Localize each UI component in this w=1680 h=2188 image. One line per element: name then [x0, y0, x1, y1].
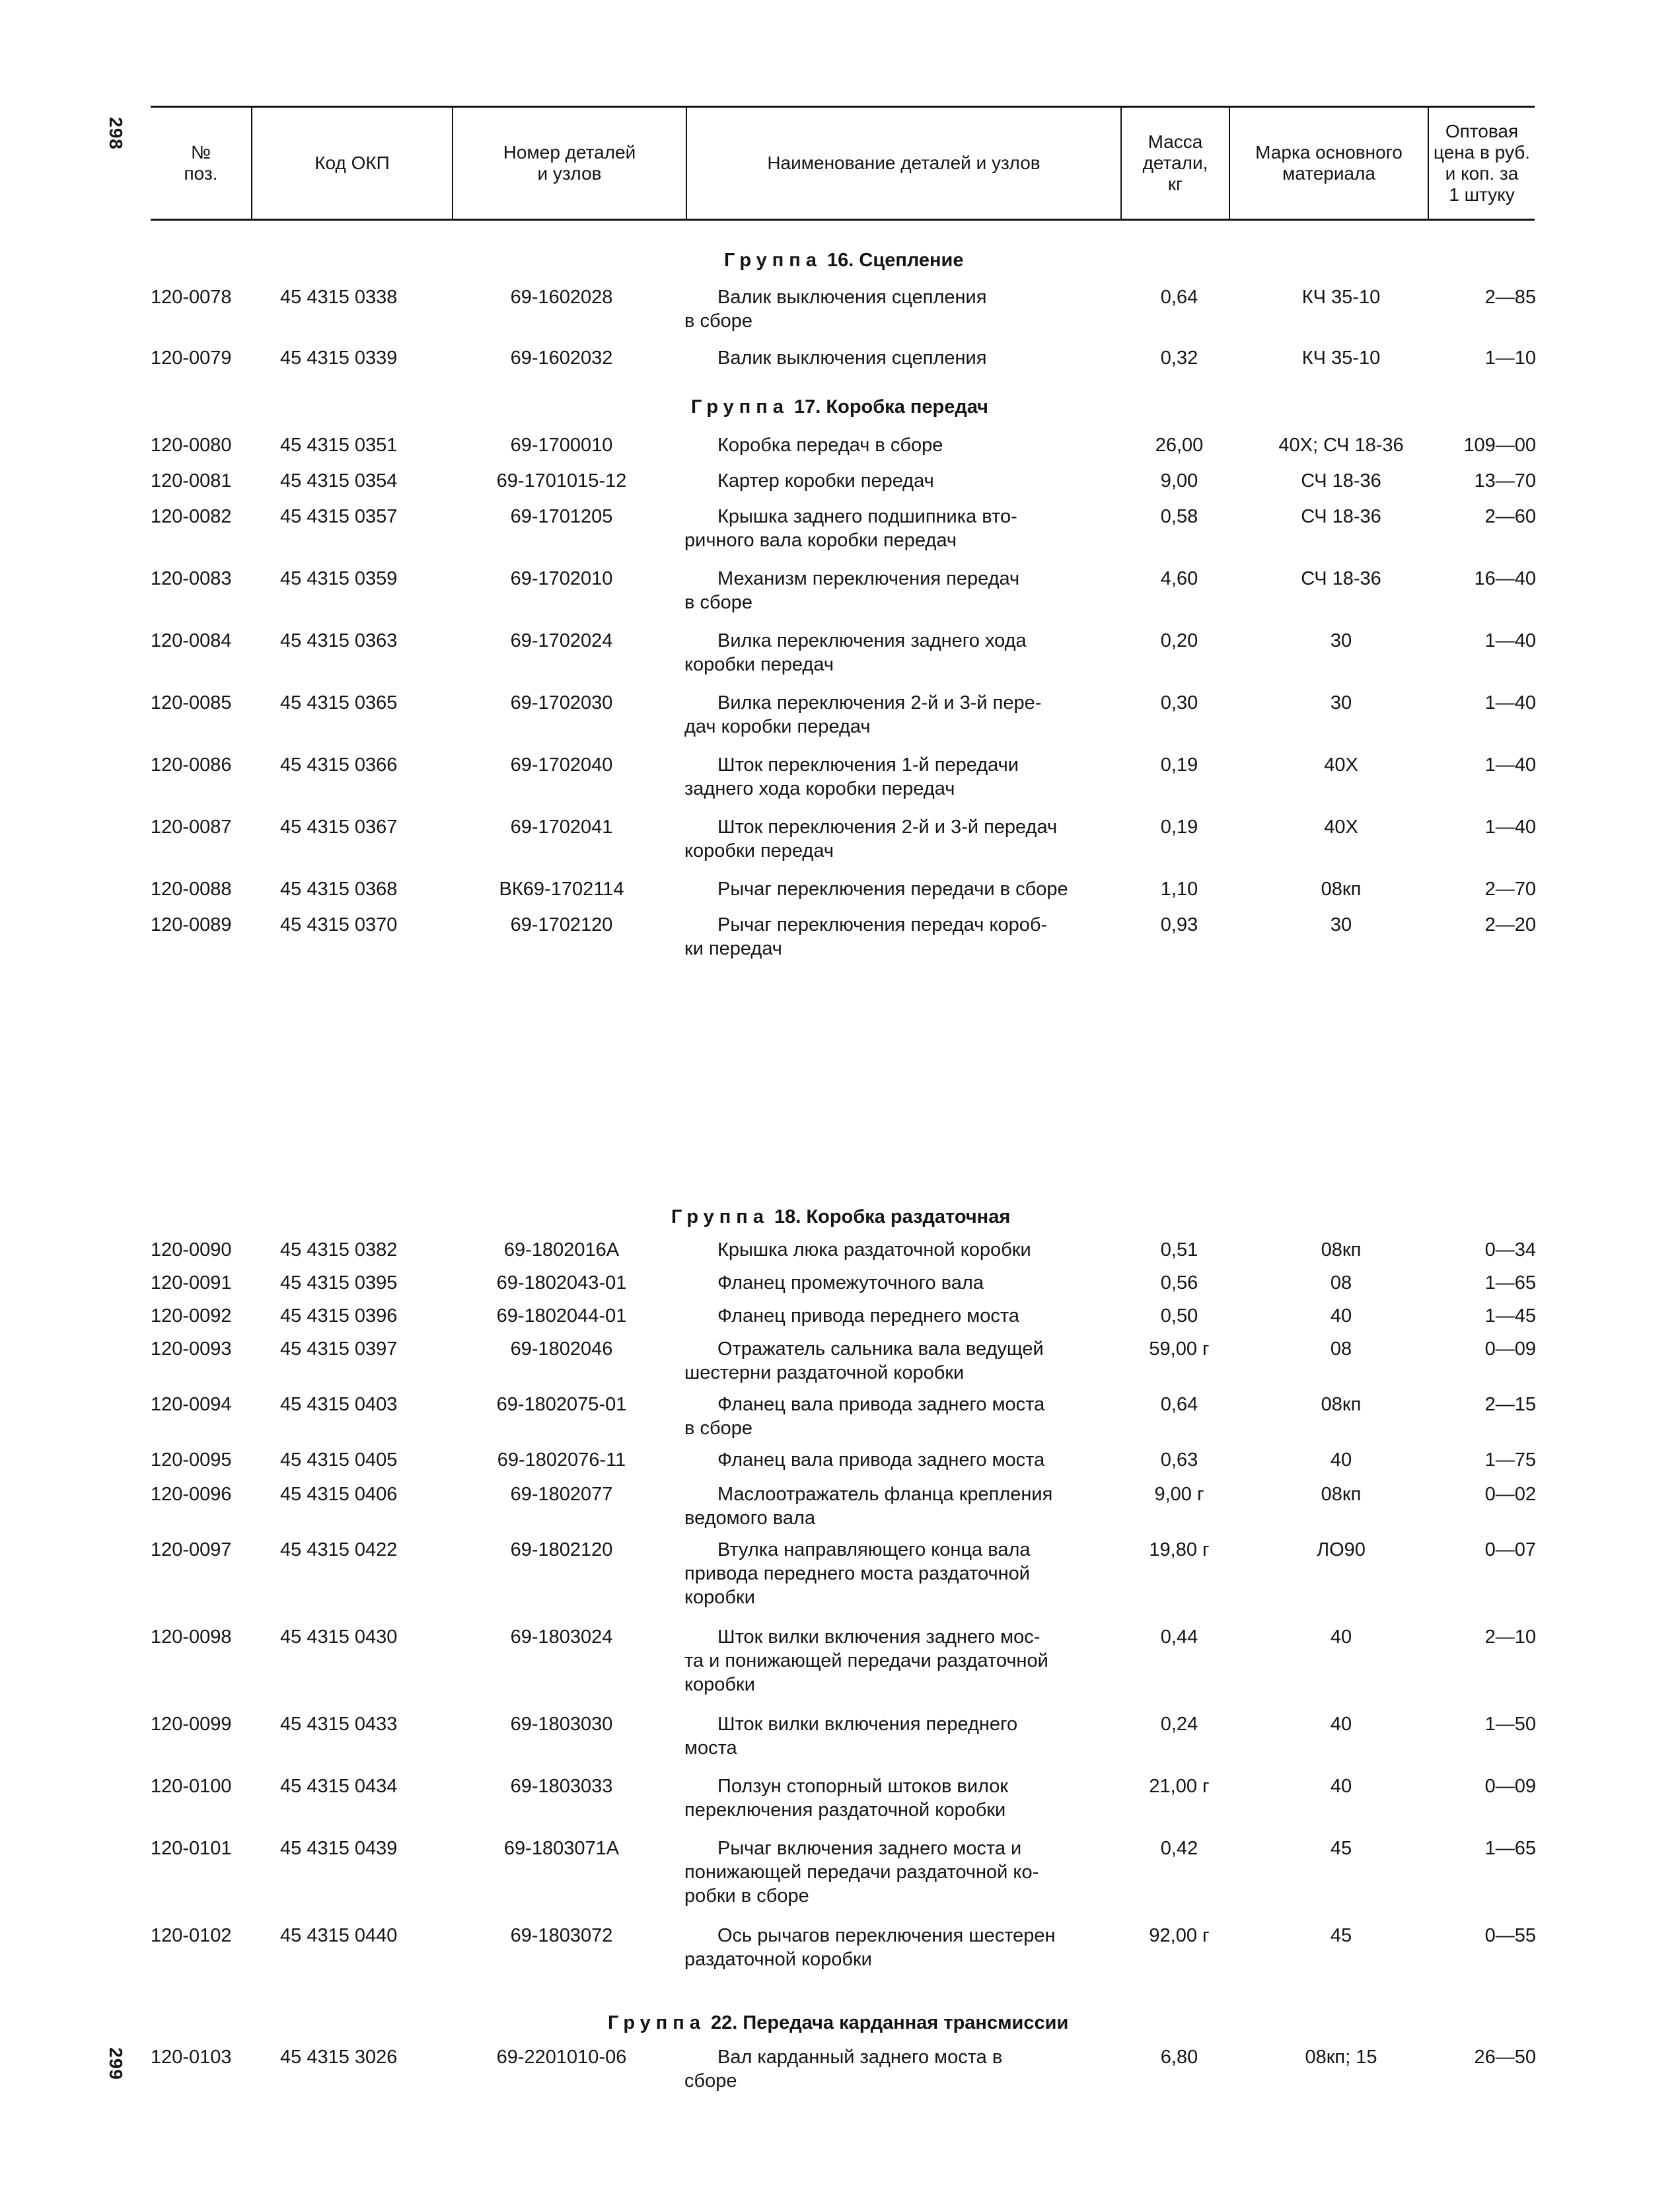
wholesale-price: 0—07: [1484, 1539, 1536, 1560]
okp-code: 45 4315 0357: [280, 506, 398, 527]
part-name-line: коробки передач: [684, 654, 834, 675]
part-name: [684, 346, 1120, 370]
material-grade: СЧ 18-36: [1301, 568, 1381, 589]
part-number: 69-1702041: [510, 817, 613, 838]
table-header: [151, 106, 1535, 221]
header-mass: Масса детали, кг: [1120, 108, 1229, 219]
wholesale-price: 1—40: [1484, 692, 1536, 713]
part-mass: 0,24: [1160, 1714, 1198, 1735]
material-grade: СЧ 18-36: [1301, 470, 1381, 492]
part-name: [684, 753, 1120, 801]
okp-code: 45 4315 0395: [280, 1272, 398, 1294]
part-name-line: сборе: [684, 2070, 737, 2092]
part-name: [684, 1482, 1120, 1530]
position-number: 120-0081: [151, 470, 232, 492]
position-number: 120-0080: [151, 435, 232, 456]
position-number: 120-0084: [151, 630, 232, 651]
part-number: 69-1701205: [510, 506, 613, 527]
part-name: [684, 629, 1120, 676]
material-grade: 40: [1330, 1305, 1352, 1327]
part-name-line: коробки: [684, 1674, 755, 1695]
okp-code: 45 4315 0368: [280, 879, 398, 900]
part-name: [684, 691, 1120, 739]
part-name-line: раздаточной коробки: [684, 1949, 872, 1970]
part-name-line: понижающей передачи раздаточной ко-: [684, 1862, 1039, 1883]
material-grade: 40: [1330, 1449, 1352, 1471]
part-name-line: Вилка переключения заднего хода: [717, 630, 1027, 651]
wholesale-price: 109—00: [1463, 435, 1536, 456]
part-name: [684, 1271, 1120, 1295]
okp-code: 45 4315 3026: [280, 2047, 398, 2068]
header-part-name: Наименование деталей и узлов: [686, 108, 1120, 219]
part-name-line: переключения раздаточной коробки: [684, 1800, 1006, 1821]
okp-code: 45 4315 0363: [280, 630, 398, 651]
group-title-16: [724, 250, 963, 272]
part-name-line: в сборе: [684, 310, 752, 332]
part-name: [684, 469, 1120, 493]
okp-code: 45 4315 0354: [280, 470, 398, 492]
wholesale-price: 0—09: [1484, 1338, 1536, 1360]
part-name-line: Втулка направляющего конца вала: [717, 1539, 1031, 1560]
position-number: 120-0095: [151, 1449, 232, 1471]
position-number: 120-0097: [151, 1539, 232, 1560]
part-number: 69-1802120: [510, 1539, 613, 1560]
wholesale-price: 0—09: [1484, 1776, 1536, 1797]
part-name-line: Маслоотражатель фланца крепления: [717, 1484, 1053, 1505]
part-number: 69-1802016А: [503, 1239, 620, 1260]
wholesale-price: 16—40: [1474, 568, 1536, 589]
part-number: 69-1802077: [510, 1484, 613, 1505]
part-name-line: в сборе: [684, 592, 752, 613]
part-number: 69-1802046: [510, 1338, 613, 1360]
group-number: 22.: [711, 2012, 738, 2033]
part-name-line: в сборе: [684, 1418, 752, 1439]
part-name: [684, 1924, 1120, 1971]
okp-code: 45 4315 0433: [280, 1714, 398, 1735]
position-number: 120-0082: [151, 506, 232, 527]
part-number: 69-1701015-12: [496, 470, 627, 492]
part-name-line: Картер коробки передач: [717, 470, 934, 492]
position-number: 120-0099: [151, 1714, 232, 1735]
part-name-line: Фланец промежуточного вала: [717, 1272, 984, 1294]
okp-code: 45 4315 0422: [280, 1539, 398, 1560]
material-grade: 08: [1330, 1272, 1352, 1294]
position-number: 120-0090: [151, 1239, 232, 1260]
material-grade: 45: [1330, 1838, 1352, 1859]
part-number: 69-1802075-01: [496, 1394, 627, 1415]
part-name-line: Рычаг переключения передачи в сборе: [717, 879, 1068, 900]
header-part-number: Номер деталей и узлов: [452, 108, 686, 219]
okp-code: 45 4315 0366: [280, 754, 398, 776]
part-mass: 0,20: [1160, 630, 1198, 651]
part-number: 69-1803030: [510, 1714, 613, 1735]
part-mass: 0,32: [1160, 347, 1198, 369]
part-name-line: Шток вилки включения переднего: [717, 1714, 1018, 1735]
header-pos: № поз.: [184, 142, 218, 184]
part-name: [684, 913, 1120, 961]
wholesale-price: 2—85: [1484, 287, 1536, 308]
part-number: ВК69-1702114: [499, 879, 624, 900]
part-mass: 1,10: [1160, 879, 1198, 900]
group-title-22: [608, 2012, 1068, 2034]
part-number: 69-1602028: [510, 287, 613, 308]
position-number: 120-0102: [151, 1925, 232, 1946]
part-name-line: заднего хода коробки передач: [684, 778, 955, 799]
material-grade: 08кп; 15: [1305, 2047, 1377, 2068]
part-name-line: Валик выключения сцепления: [717, 287, 987, 308]
position-number: 120-0103: [151, 2047, 232, 2068]
wholesale-price: 13—70: [1474, 470, 1536, 492]
material-grade: 40: [1330, 1714, 1352, 1735]
part-mass: 0,42: [1160, 1838, 1198, 1859]
part-mass: 0,56: [1160, 1272, 1198, 1294]
part-mass: 0,93: [1160, 914, 1198, 935]
part-name-line: коробки: [684, 1587, 755, 1608]
position-number: 120-0088: [151, 879, 232, 900]
part-name-line: Шток переключения 2-й и 3-й передач: [717, 817, 1058, 838]
material-grade: КЧ 35-10: [1301, 287, 1381, 308]
okp-code: 45 4315 0351: [280, 435, 398, 456]
material-grade: 40Х; СЧ 18-36: [1278, 435, 1404, 456]
part-name-line: дач коробки передач: [684, 716, 871, 737]
part-number: 69-1802076-11: [497, 1449, 626, 1471]
material-grade: 08кп: [1321, 1239, 1362, 1260]
part-name: [684, 1712, 1120, 1760]
part-mass: 26,00: [1155, 435, 1204, 456]
okp-code: 45 4315 0403: [280, 1394, 398, 1415]
part-name: [684, 285, 1120, 333]
part-mass: 9,00: [1160, 470, 1198, 492]
position-number: 120-0078: [151, 287, 232, 308]
header-price: Оптовая цена в руб. и коп. за 1 штуку: [1428, 108, 1535, 219]
wholesale-price: 2—15: [1484, 1394, 1536, 1415]
wholesale-price: 2—60: [1484, 506, 1536, 527]
part-name-line: Шток вилки включения заднего мос-: [717, 1626, 1041, 1648]
part-name: [684, 1837, 1120, 1908]
part-name-line: шестерни раздаточной коробки: [684, 1362, 965, 1383]
part-name: [684, 1538, 1120, 1609]
material-grade: СЧ 18-36: [1301, 506, 1381, 527]
part-number: 69-1802044-01: [496, 1305, 627, 1327]
group-title-17: [691, 396, 988, 418]
position-number: 120-0092: [151, 1305, 232, 1327]
part-number: 69-1702030: [510, 692, 613, 713]
wholesale-price: 26—50: [1474, 2047, 1536, 2068]
part-mass: 0,51: [1160, 1239, 1198, 1260]
part-name: [684, 1238, 1120, 1262]
part-name-line: ведомого вала: [684, 1508, 816, 1529]
part-mass: 21,00 г: [1149, 1776, 1210, 1797]
part-mass: 0,44: [1160, 1626, 1198, 1648]
part-number: 69-1803071А: [503, 1838, 620, 1859]
material-grade: 30: [1330, 914, 1352, 935]
part-name: [684, 2045, 1120, 2093]
part-mass: 0,58: [1160, 506, 1198, 527]
part-number: 69-1702040: [510, 754, 613, 776]
wholesale-price: 1—40: [1484, 630, 1536, 651]
position-number: 120-0098: [151, 1626, 232, 1648]
group-name: Передача карданная трансмиссии: [743, 2012, 1069, 2033]
material-grade: 40: [1330, 1776, 1352, 1797]
group-label: Группа: [608, 2012, 706, 2033]
group-label: Группа: [691, 396, 789, 418]
position-number: 120-0094: [151, 1394, 232, 1415]
group-number: 17.: [794, 396, 821, 418]
part-name: [684, 815, 1120, 863]
okp-code: 45 4315 0338: [280, 287, 398, 308]
position-number: 120-0096: [151, 1484, 232, 1505]
okp-code: 45 4315 0359: [280, 568, 398, 589]
part-mass: 19,80 г: [1149, 1539, 1210, 1560]
part-mass: 4,60: [1160, 568, 1198, 589]
material-grade: 40Х: [1324, 817, 1358, 838]
position-number: 120-0085: [151, 692, 232, 713]
part-mass: 0,63: [1160, 1449, 1198, 1471]
part-number: 69-1802043-01: [496, 1272, 627, 1294]
page-number-bottom: 299: [105, 2047, 126, 2080]
part-name: [684, 1304, 1120, 1328]
group-name: Коробка раздаточная: [806, 1206, 1011, 1227]
material-grade: 30: [1330, 692, 1352, 713]
part-mass: 6,80: [1160, 2047, 1198, 2068]
material-grade: 40: [1330, 1626, 1352, 1648]
wholesale-price: 2—10: [1484, 1626, 1536, 1648]
wholesale-price: 1—65: [1484, 1838, 1536, 1859]
okp-code: 45 4315 0370: [280, 914, 398, 935]
group-title-18: [671, 1206, 1010, 1228]
position-number: 120-0083: [151, 568, 232, 589]
group-label: Группа: [671, 1206, 769, 1227]
material-grade: 08: [1330, 1338, 1352, 1360]
part-name: [684, 1448, 1120, 1472]
wholesale-price: 0—55: [1484, 1925, 1536, 1946]
part-mass: 92,00 г: [1149, 1925, 1210, 1946]
part-name-line: робки в сборе: [684, 1885, 809, 1907]
material-grade: 30: [1330, 630, 1352, 651]
okp-code: 45 4315 0430: [280, 1626, 398, 1648]
part-name-line: Крышка люка раздаточной коробки: [717, 1239, 1031, 1260]
part-name: [684, 877, 1120, 901]
part-name-line: та и понижающей передачи раздаточной: [684, 1650, 1048, 1671]
material-grade: КЧ 35-10: [1301, 347, 1381, 369]
wholesale-price: 1—65: [1484, 1272, 1536, 1294]
position-number: 120-0100: [151, 1776, 232, 1797]
wholesale-price: 1—10: [1484, 347, 1536, 369]
part-name-line: Фланец вала привода заднего моста: [717, 1394, 1045, 1415]
part-name-line: Рычаг включения заднего моста и: [717, 1838, 1022, 1859]
wholesale-price: 1—40: [1484, 754, 1536, 776]
part-name-line: Вилка переключения 2-й и 3-й пере-: [717, 692, 1042, 713]
part-name-line: ричного вала коробки передач: [684, 530, 957, 551]
part-mass: 0,19: [1160, 817, 1198, 838]
group-name: Сцепление: [859, 250, 964, 271]
part-name-line: моста: [684, 1737, 737, 1759]
part-name: [684, 1337, 1120, 1385]
header-okp-code: Код ОКП: [251, 108, 452, 219]
part-name-line: Валик выключения сцепления: [717, 347, 987, 369]
okp-code: 45 4315 0434: [280, 1776, 398, 1797]
part-name-line: Шток переключения 1-й передачи: [717, 754, 1019, 776]
part-number: 69-1702010: [510, 568, 613, 589]
part-number: 69-1803024: [510, 1626, 613, 1648]
okp-code: 45 4315 0405: [280, 1449, 398, 1471]
part-name-line: Ползун стопорный штоков вилок: [717, 1776, 1009, 1797]
material-grade: 40Х: [1324, 754, 1358, 776]
page-number-top: 298: [105, 117, 126, 150]
group-label: Группа: [724, 250, 822, 271]
part-name-line: привода переднего моста раздаточной: [684, 1563, 1030, 1584]
part-name: [684, 1625, 1120, 1696]
wholesale-price: 0—02: [1484, 1484, 1536, 1505]
part-number: 69-1803072: [510, 1925, 613, 1946]
header-material: Марка основного материала: [1229, 108, 1428, 219]
part-number: 69-2201010-06: [496, 2047, 627, 2068]
okp-code: 45 4315 0396: [280, 1305, 398, 1327]
part-name: [684, 1774, 1120, 1822]
part-name-line: Рычаг переключения передач короб-: [717, 914, 1048, 935]
wholesale-price: 1—75: [1484, 1449, 1536, 1471]
part-name: [684, 505, 1120, 552]
wholesale-price: 1—45: [1484, 1305, 1536, 1327]
okp-code: 45 4315 0367: [280, 817, 398, 838]
part-name-line: Механизм переключения передач: [717, 568, 1020, 589]
okp-code: 45 4315 0339: [280, 347, 398, 369]
okp-code: 45 4315 0397: [280, 1338, 398, 1360]
okp-code: 45 4315 0365: [280, 692, 398, 713]
part-name-line: Ось рычагов переключения шестерен: [717, 1925, 1056, 1946]
part-mass: 0,64: [1160, 287, 1198, 308]
part-name: [684, 567, 1120, 614]
okp-code: 45 4315 0440: [280, 1925, 398, 1946]
group-number: 16.: [827, 250, 854, 271]
part-mass: 9,00 г: [1154, 1484, 1204, 1505]
part-name-line: Фланец привода переднего моста: [717, 1305, 1019, 1327]
material-grade: ЛО90: [1317, 1539, 1366, 1560]
okp-code: 45 4315 0439: [280, 1838, 398, 1859]
part-mass: 0,30: [1160, 692, 1198, 713]
material-grade: 45: [1330, 1925, 1352, 1946]
okp-code: 45 4315 0406: [280, 1484, 398, 1505]
position-number: 120-0089: [151, 914, 232, 935]
part-name-line: ки передач: [684, 938, 782, 959]
part-name-line: Коробка передач в сборе: [717, 435, 943, 456]
part-number: 69-1702024: [510, 630, 613, 651]
part-number: 69-1602032: [510, 347, 613, 369]
wholesale-price: 1—40: [1484, 817, 1536, 838]
okp-code: 45 4315 0382: [280, 1239, 398, 1260]
position-number: 120-0091: [151, 1272, 232, 1294]
material-grade: 08кп: [1321, 1484, 1362, 1505]
part-number: 69-1803033: [510, 1776, 613, 1797]
position-number: 120-0087: [151, 817, 232, 838]
material-grade: 08кп: [1321, 1394, 1362, 1415]
wholesale-price: 0—34: [1484, 1239, 1536, 1260]
wholesale-price: 2—20: [1484, 914, 1536, 935]
wholesale-price: 2—70: [1484, 879, 1536, 900]
part-mass: 0,50: [1160, 1305, 1198, 1327]
position-number: 120-0101: [151, 1838, 232, 1859]
group-name: Коробка передач: [826, 396, 989, 418]
part-name-line: коробки передач: [684, 840, 834, 861]
part-mass: 0,19: [1160, 754, 1198, 776]
part-number: 69-1702120: [510, 914, 613, 935]
part-name-line: Отражатель сальника вала ведущей: [717, 1338, 1044, 1360]
part-name: [684, 1393, 1120, 1440]
part-name-line: Фланец вала привода заднего моста: [717, 1449, 1045, 1471]
part-mass: 59,00 г: [1149, 1338, 1210, 1360]
position-number: 120-0093: [151, 1338, 232, 1360]
part-mass: 0,64: [1160, 1394, 1198, 1415]
position-number: 120-0079: [151, 347, 232, 369]
wholesale-price: 1—50: [1484, 1714, 1536, 1735]
part-name-line: Вал карданный заднего моста в: [717, 2047, 1003, 2068]
material-grade: 08кп: [1321, 879, 1362, 900]
part-name: [684, 433, 1120, 457]
part-number: 69-1700010: [510, 435, 613, 456]
part-name-line: Крышка заднего подшипника вто-: [717, 506, 1017, 527]
position-number: 120-0086: [151, 754, 232, 776]
group-number: 18.: [774, 1206, 801, 1227]
